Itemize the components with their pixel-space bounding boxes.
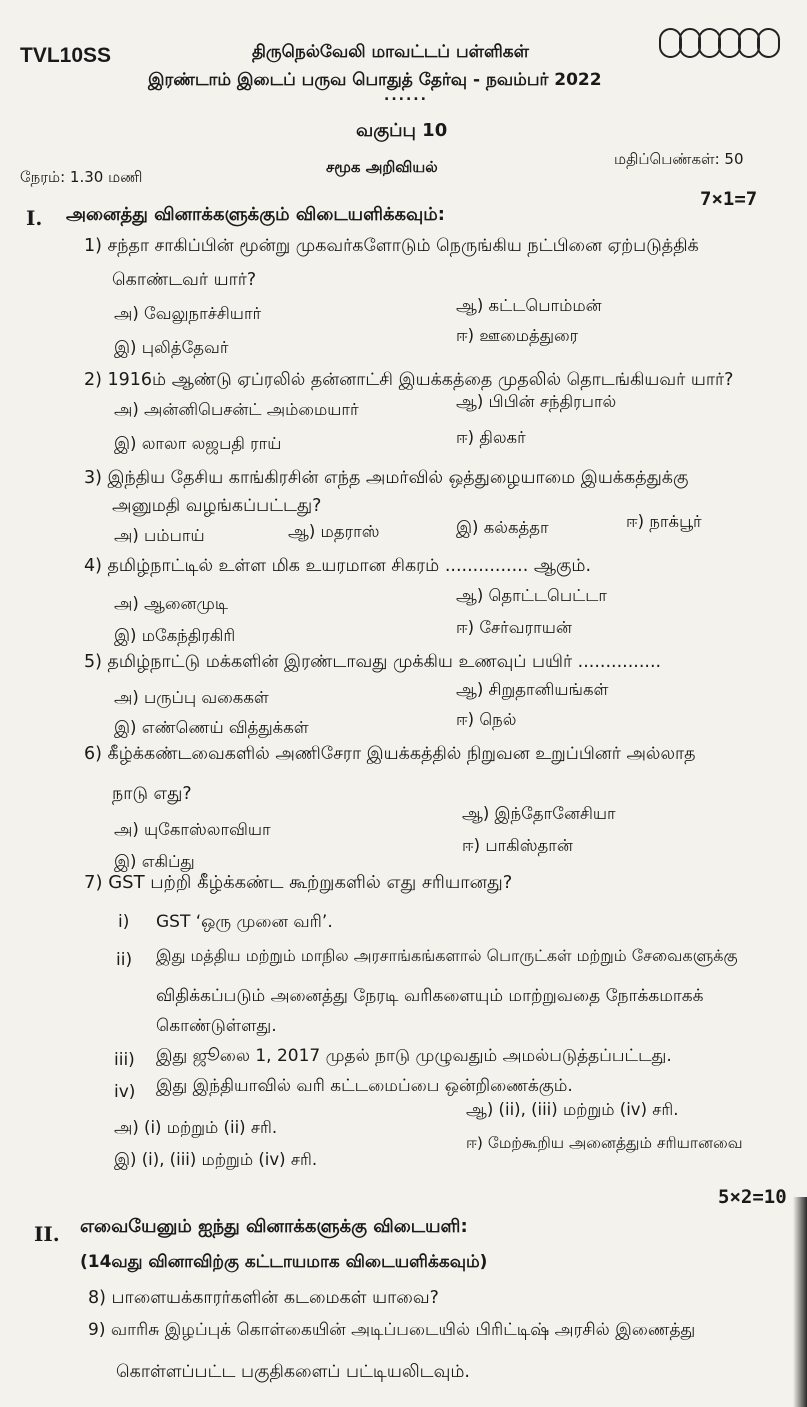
q1-option-a: அ) வேலுநாச்சியார் [114, 304, 262, 323]
roll-box [757, 28, 780, 58]
q2-option-a: அ) அன்னிபெசன்ட் அம்மையார் [114, 400, 359, 419]
q1-option-c: இ) புலித்தேவர் [114, 338, 229, 357]
q7-option-c: இ) (i), (iii) மற்றும் (iv) சரி. [114, 1150, 318, 1169]
section-2-number: II. [34, 1222, 60, 1246]
q2-option-b: ஆ) பிபின் சந்திரபால் [456, 392, 617, 411]
q6-option-b: ஆ) இந்தோனேசியா [462, 804, 616, 823]
question-6-cont: நாடு எது? [112, 784, 192, 804]
question-9-cont: கொள்ளப்பட்ட பகுதிகளைப் பட்டியலிடவும். [116, 1362, 470, 1382]
question-1: 1) சந்தா சாகிப்பின் மூன்று முகவர்களோடும் நெருங்கிய நட்பினை ஏற்படுத்திக் [84, 236, 699, 256]
question-5: 5) தமிழ்நாட்டு மக்களின் இரண்டாவது முக்கிய உணவுப் பயிர் ............... [84, 652, 662, 672]
paper-shadow-edge [793, 1197, 807, 1407]
question-3: 3) இந்திய தேசிய காங்கிரசின் எந்த அமர்வில் ஒத்துழையாமை இயக்கத்துக்கு [84, 468, 689, 488]
header-dots: ...... [384, 88, 428, 104]
q6-option-d: ஈ) பாகிஸ்தான் [462, 836, 573, 855]
q5-option-c: இ) எண்ணெய் வித்துக்கள் [114, 718, 309, 737]
q7-option-a: அ) (i) மற்றும் (ii) சரி. [114, 1118, 278, 1137]
q7-statement-1: GST ‘ஒரு முனை வரி’. [156, 912, 333, 932]
q7-statement-3-num: iii) [114, 1050, 135, 1070]
q7-statement-2-num: ii) [116, 950, 133, 970]
section-2-subtitle: (14வது வினாவிற்கு கட்டாயமாக விடையளிக்கவும்) [80, 1252, 488, 1272]
q7-option-b: ஆ) (ii), (iii) மற்றும் (iv) சரி. [466, 1100, 679, 1119]
roll-number-boxes [662, 28, 780, 58]
q2-option-c: இ) லாலா லஜபதி ராய் [114, 434, 282, 453]
q2-option-d: ஈ) திலகர் [456, 428, 526, 447]
question-2: 2) 1916ம் ஆண்டு ஏப்ரலில் தன்னாட்சி இயக்கத்தை முதலில் தொடங்கியவர் யார்? [84, 370, 734, 390]
question-8: 8) பாளையக்காரர்களின் கடமைகள் யாவை? [88, 1288, 439, 1308]
question-7: 7) GST பற்றி கீழ்க்கண்ட கூற்றுகளில் எது சரியானது? [84, 872, 513, 893]
q7-statement-2-cont: விதிக்கப்படும் அனைத்து நேரடி வரிகளையும் மாற்றுவதை நோக்கமாகக் [156, 986, 704, 1006]
q5-option-d: ஈ) நெல் [456, 710, 517, 729]
question-3-cont: அனுமதி வழங்கப்பட்டது? [112, 496, 322, 516]
subject-label: சமூக அறிவியல் [326, 158, 438, 176]
time-label: நேரம்: 1.30 மணி [20, 168, 143, 186]
q7-statement-4: இது இந்தியாவில் வரி கட்டமைப்பை ஒன்றிணைக்கும். [156, 1076, 573, 1096]
q7-option-d: ஈ) மேற்கூறிய அனைத்தும் சரியானவை [466, 1134, 743, 1152]
section-2-marks: 5×2=10 [718, 1186, 787, 1208]
q4-option-a: அ) ஆனைமுடி [114, 594, 228, 613]
q3-option-d: ஈ) நாக்பூர் [626, 512, 702, 531]
q5-option-b: ஆ) சிறுதானியங்கள் [456, 680, 609, 699]
q7-statement-4-num: iv) [114, 1082, 136, 1102]
q3-option-a: அ) பம்பாய் [114, 526, 205, 545]
question-4: 4) தமிழ்நாட்டில் உள்ள மிக உயரமான சிகரம் ............... ஆகும். [84, 556, 592, 576]
paper-code: TVL10SS [20, 44, 112, 67]
q3-option-c: இ) கல்கத்தா [456, 518, 549, 537]
section-1-number: I. [26, 206, 43, 230]
q1-option-b: ஆ) கட்டபொம்மன் [456, 296, 602, 315]
q7-statement-2-cont2: கொண்டுள்ளது. [156, 1016, 277, 1036]
class-label: வகுப்பு 10 [356, 120, 448, 141]
section-2-title: எவையேனும் ஐந்து வினாக்களுக்கு விடையளி: [80, 1216, 468, 1237]
question-1-cont: கொண்டவர் யார்? [112, 270, 257, 290]
header-exam-title: இரண்டாம் இடைப் பருவ பொதுத் தேர்வு - நவம்பர் 2022 [148, 70, 602, 90]
q7-statement-2: இது மத்திய மற்றும் மாநில அரசாங்கங்களால் பொருட்கள் மற்றும் சேவைகளுக்கு [156, 946, 738, 965]
q7-statement-1-num: i) [118, 912, 130, 932]
q3-option-b: ஆ) மதராஸ் [288, 522, 380, 541]
header-district: திருநெல்வேலி மாவட்டப் பள்ளிகள் [252, 42, 529, 62]
q1-option-d: ஈ) ஊமைத்துரை [456, 326, 579, 345]
q4-option-c: இ) மகேந்திரகிரி [114, 626, 236, 645]
section-1-title: அனைத்து வினாக்களுக்கும் விடையளிக்கவும்: [66, 204, 445, 225]
q4-option-b: ஆ) தொட்டபெட்டா [456, 586, 608, 605]
max-marks-label: மதிப்பெண்கள்: 50 [614, 150, 744, 168]
section-1-marks: 7×1=7 [700, 188, 758, 210]
q6-option-c: இ) எகிப்து [114, 852, 195, 871]
q4-option-d: ஈ) சேர்வராயன் [456, 618, 572, 637]
question-6: 6) கீழ்க்கண்டவைகளில் அணிசேரா இயக்கத்தில் நிறுவன உறுப்பினர் அல்லாத [84, 744, 696, 764]
q7-statement-3: இது ஜூலை 1, 2017 முதல் நாடு முழுவதும் அமல்படுத்தப்பட்டது. [156, 1046, 672, 1066]
q5-option-a: அ) பருப்பு வகைகள் [114, 688, 269, 707]
question-9: 9) வாரிசு இழப்புக் கொள்கையின் அடிப்படையில் பிரிட்டிஷ் அரசில் இணைத்து [88, 1320, 696, 1340]
q6-option-a: அ) யுகோஸ்லாவியா [114, 820, 271, 839]
